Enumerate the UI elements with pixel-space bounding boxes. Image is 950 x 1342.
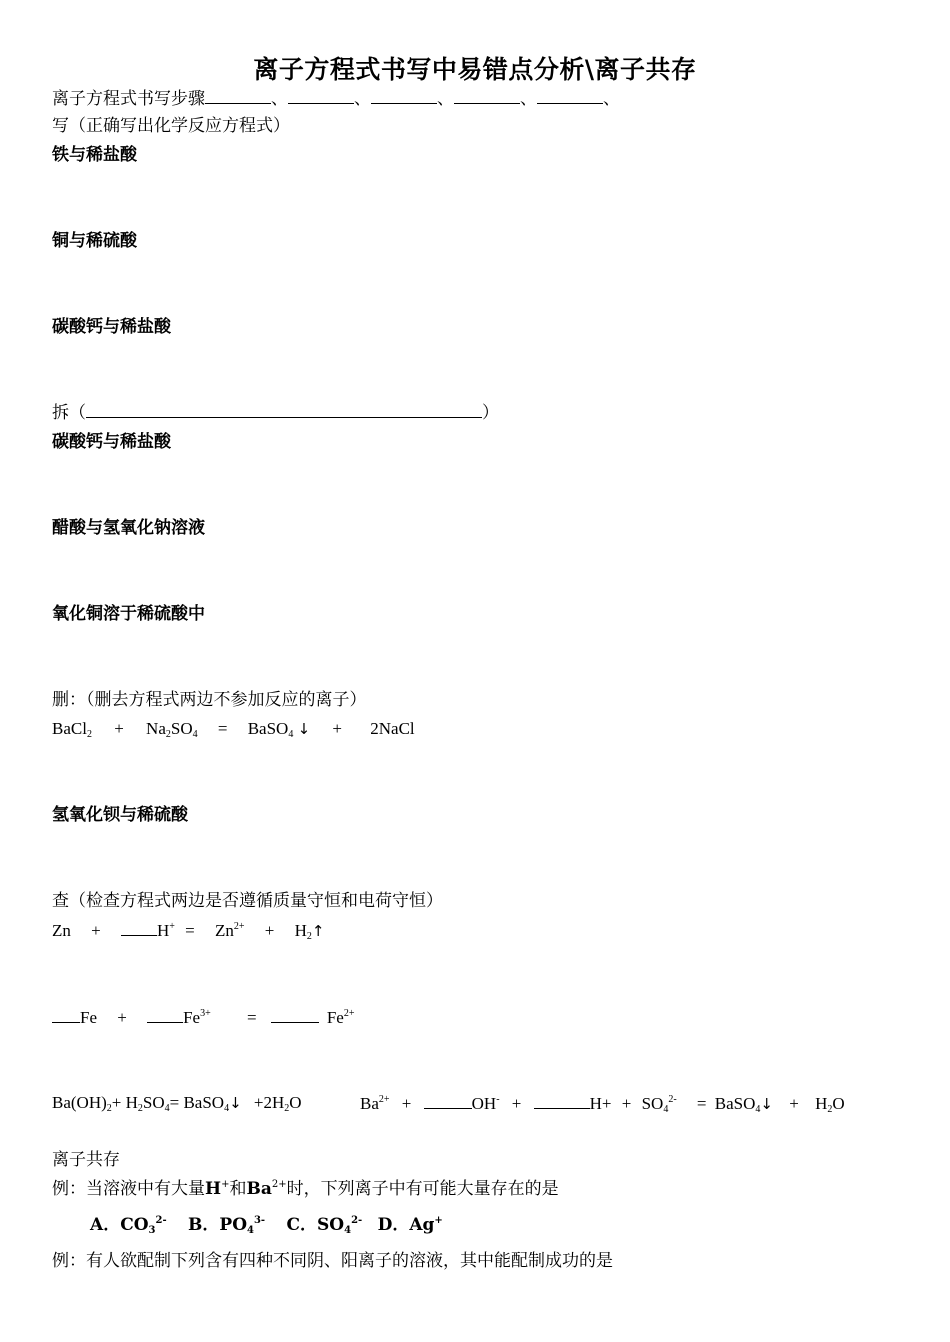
delete-label: 删：（删去方程式两边不参加反应的离子）: [52, 690, 367, 710]
example-text: 例：当溶液中有大量: [52, 1179, 205, 1199]
subscript: 2: [106, 1103, 112, 1114]
blank-step-1[interactable]: [205, 86, 271, 104]
formula-text: SO: [641, 1094, 664, 1113]
formula-text: SO: [170, 719, 193, 738]
formula-text: OH: [471, 1094, 497, 1113]
equals-sign: =: [246, 1008, 257, 1027]
steps-line: [52, 86, 620, 111]
subscript: 2: [165, 729, 171, 740]
blank-step-3[interactable]: [371, 86, 437, 104]
formula-text: Ba: [360, 1094, 379, 1113]
write-item-3: 碳酸钙与稀盐酸: [52, 317, 171, 337]
example-text: 和: [229, 1179, 247, 1199]
formula-text: SO: [142, 1093, 165, 1112]
blank-coefficient[interactable]: [271, 1005, 319, 1023]
formula-text: H: [156, 921, 170, 940]
coexist-heading: 离子共存: [52, 1150, 120, 1170]
equals-sign: =: [217, 719, 228, 738]
steps-label: 离子方程式书写步骤: [52, 89, 205, 109]
example-1: [52, 1177, 559, 1201]
example-2: 例：有人欲配制下列含有四种不同阴、阳离子的溶液，其中能配制成功的是: [52, 1251, 613, 1271]
formula-text: Fe: [183, 1008, 201, 1027]
option-d[interactable]: D．Ag+: [377, 1215, 443, 1235]
subscript: 4: [224, 1103, 230, 1114]
formula-text: Zn: [52, 921, 71, 940]
plus-sign: +: [789, 1094, 799, 1113]
plus-sign: +: [401, 1094, 412, 1113]
superscript: 2-: [668, 1094, 677, 1105]
formula-text: Na: [146, 719, 166, 738]
blank-coefficient[interactable]: [424, 1091, 472, 1109]
plus-sign: +: [621, 1094, 632, 1113]
formula-text: Zn: [215, 921, 234, 940]
delete-item: 氢氧化钡与稀硫酸: [52, 805, 188, 825]
check-equation-1: [52, 918, 324, 943]
blank-coefficient[interactable]: [121, 918, 157, 936]
blank-split[interactable]: [86, 400, 482, 418]
check-label: 查（检查方程式两边是否遵循质量守恒和电荷守恒）: [52, 891, 443, 911]
formula-text: O: [289, 1093, 302, 1112]
formula-text: +2H: [253, 1093, 285, 1112]
subscript: 2: [86, 729, 92, 740]
up-arrow-icon: ↑: [311, 922, 325, 940]
superscript: -: [496, 1094, 500, 1105]
separator: 、: [603, 89, 620, 109]
plus-sign: +: [114, 719, 124, 738]
superscript: 2+: [233, 921, 245, 932]
subscript: 2: [827, 1104, 833, 1115]
example-1-options: [90, 1213, 459, 1237]
subscript: 2: [137, 1103, 143, 1114]
subscript: 4: [755, 1104, 761, 1115]
split-item-1: 碳酸钙与稀盐酸: [52, 432, 171, 452]
subscript: 2: [306, 931, 312, 942]
down-arrow-icon: ↓: [760, 1095, 773, 1113]
split-label: 拆（: [52, 403, 86, 423]
superscript: +: [221, 1179, 230, 1190]
superscript: 2+: [378, 1094, 390, 1105]
down-arrow-icon: ↓: [229, 1094, 242, 1112]
formula-text: Fe: [80, 1008, 97, 1027]
formula-text: BaSO: [183, 1093, 225, 1112]
separator: 、: [437, 89, 454, 109]
equals-sign: =: [185, 921, 195, 940]
formula-text: H+: [589, 1094, 612, 1113]
subscript: 4: [192, 729, 198, 740]
formula-text: H: [294, 921, 307, 940]
option-c[interactable]: C．$SO_4^{2-}$: [286, 1215, 363, 1236]
formula-text: Ba(OH): [52, 1093, 107, 1112]
write-item-2: 铜与稀硫酸: [52, 231, 137, 251]
formula-text: O: [832, 1094, 845, 1113]
option-a[interactable]: A．$CO_3^{2-}$: [90, 1215, 167, 1236]
blank-step-5[interactable]: [537, 86, 603, 104]
check-equation-4: [360, 1091, 845, 1116]
split-item-2: 醋酸与氢氧化钠溶液: [52, 518, 205, 538]
equals-sign: =: [696, 1094, 707, 1113]
formula-text: H: [205, 1179, 222, 1199]
subscript: 2: [284, 1103, 290, 1114]
option-b[interactable]: B．$PO_4^{3-}$: [188, 1215, 266, 1236]
down-arrow-icon: ↓: [297, 720, 311, 738]
subscript: 4: [663, 1104, 669, 1115]
blank-coefficient[interactable]: [147, 1005, 183, 1023]
separator: 、: [271, 89, 288, 109]
plus-sign: +: [332, 719, 342, 738]
delete-equation: [52, 717, 415, 741]
superscript: 2+: [343, 1008, 355, 1019]
superscript: 2+: [271, 1179, 287, 1190]
equals-sign: =: [169, 1093, 180, 1112]
subscript: 4: [288, 729, 294, 740]
formula-text: BaSO: [714, 1094, 756, 1113]
split-line: [52, 400, 499, 425]
subscript: 4: [164, 1103, 170, 1114]
formula-text: Fe: [326, 1008, 344, 1027]
example-text: 时，下列离子中有可能大量存在的是: [286, 1179, 559, 1199]
superscript: 3+: [200, 1008, 211, 1019]
split-item-3: 氧化铜溶于稀硫酸中: [52, 604, 205, 624]
plus-sign: +: [111, 1093, 122, 1112]
blank-step-2[interactable]: [288, 86, 354, 104]
write-label: 写（正确写出化学反应方程式）: [52, 116, 290, 136]
formula-text: H: [815, 1094, 828, 1113]
plus-sign: +: [264, 921, 275, 940]
check-equation-3: [52, 1091, 302, 1115]
plus-sign: +: [511, 1094, 522, 1113]
page-title: 离子方程式书写中易错点分析\离子共存: [253, 55, 697, 84]
formula-text: BaSO: [247, 719, 289, 738]
blank-step-4[interactable]: [454, 86, 520, 104]
separator: 、: [354, 89, 371, 109]
split-close: ）: [482, 403, 499, 423]
check-equation-2: [52, 1005, 354, 1030]
formula-text: BaCl: [52, 719, 87, 738]
formula-text: H: [125, 1093, 138, 1112]
formula-text: Ba: [246, 1179, 272, 1199]
plus-sign: +: [117, 1008, 127, 1027]
superscript: +: [169, 921, 175, 932]
formula-text: 2NaCl: [370, 719, 415, 738]
write-item-1: 铁与稀盐酸: [52, 145, 137, 165]
blank-coefficient[interactable]: [52, 1005, 80, 1023]
separator: 、: [520, 89, 537, 109]
blank-coefficient[interactable]: [534, 1091, 590, 1109]
plus-sign: +: [91, 921, 101, 940]
